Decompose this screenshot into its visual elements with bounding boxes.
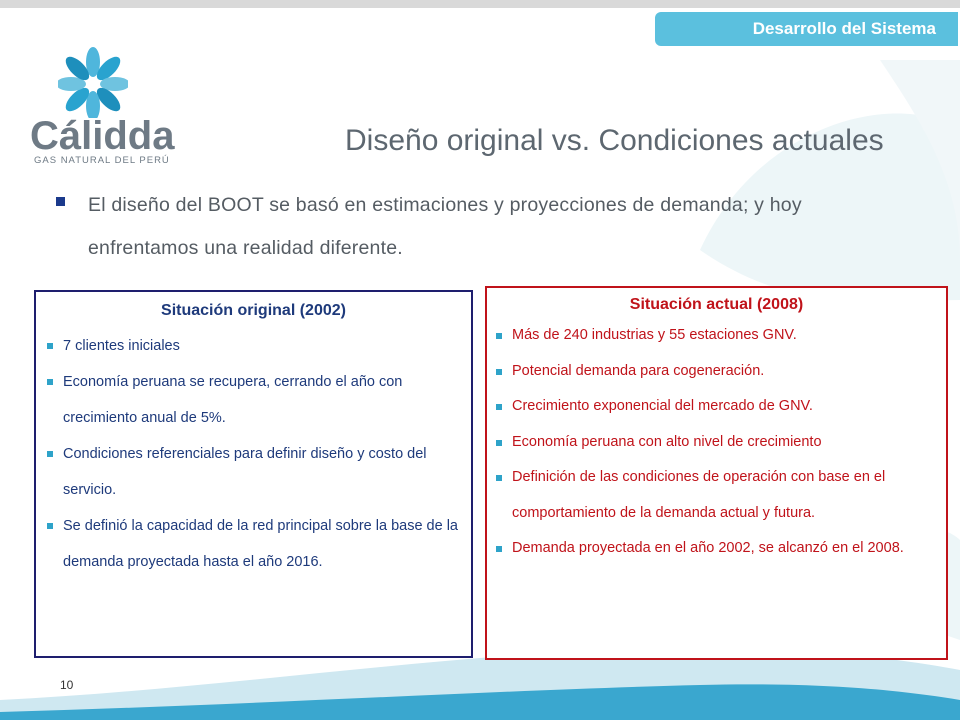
list-item — [512, 354, 938, 390]
list-item-text: Economía peruana se recupera, cerrando el año con crecimiento anual de 5%. — [63, 374, 403, 426]
list-item-text: Condiciones referenciales para definir diseño y costo del servicio. — [63, 446, 427, 498]
list-item-text: Se definió la capacidad de la red principal sobre la base de la demanda proyectada hasta el año 2016. — [63, 518, 458, 570]
list-item — [63, 508, 463, 580]
list-item — [512, 425, 938, 461]
list-item — [63, 328, 463, 364]
bullet-icon — [496, 333, 502, 339]
list-item — [512, 460, 938, 531]
list-item-text: Más de 240 industrias y 55 estaciones GNV. — [512, 327, 797, 343]
list-item-text: Potencial demanda para cogeneración. — [512, 362, 765, 379]
list-item-text: Crecimiento exponencial del mercado de GNV. — [512, 398, 813, 414]
bullet-icon — [496, 546, 502, 552]
logo-flower-icon — [58, 46, 128, 118]
original-situation-title: Situación original (2002) — [161, 302, 346, 319]
list-item — [512, 531, 938, 567]
list-item-text: Demanda proyectada en el año 2002, se alcanzó en el 2008. — [512, 540, 904, 556]
bullet-icon — [496, 440, 502, 446]
current-situation-list — [487, 318, 946, 567]
bullet-icon — [496, 369, 502, 375]
list-item — [63, 364, 463, 436]
bullet-icon — [47, 451, 53, 457]
original-situation-list — [36, 328, 471, 580]
logo-wordmark: Cálidda — [30, 114, 175, 158]
intro-bullet-icon — [56, 197, 65, 206]
bullet-icon — [47, 343, 53, 349]
list-item — [512, 318, 938, 354]
list-item-text: Economía peruana con alto nivel de crecimiento — [512, 433, 822, 450]
bullet-icon — [47, 523, 53, 529]
bullet-icon — [496, 404, 502, 410]
logo-tagline: GAS NATURAL DEL PERÚ — [34, 155, 170, 166]
current-situation-title: Situación actual (2008) — [629, 296, 804, 313]
list-item-text: 7 clientes iniciales — [63, 338, 180, 354]
bullet-icon — [496, 475, 502, 481]
list-item — [63, 436, 463, 508]
list-item-text: Definición de las condiciones de operación con base en el comportamiento de la demanda actual y futura. — [512, 469, 886, 521]
slide-title: Diseño original vs. Condiciones actuales — [345, 124, 884, 157]
bullet-icon — [47, 379, 53, 385]
current-situation-box — [485, 286, 948, 660]
section-tab: Desarrollo del Sistema — [655, 12, 958, 46]
intro-text: El diseño del BOOT se basó en estimaciones y proyecciones de demanda; y hoy enfrentamos una realidad diferente. — [88, 194, 802, 259]
page-number: 10 — [60, 678, 74, 692]
original-situation-box — [34, 290, 473, 658]
list-item — [512, 389, 938, 425]
